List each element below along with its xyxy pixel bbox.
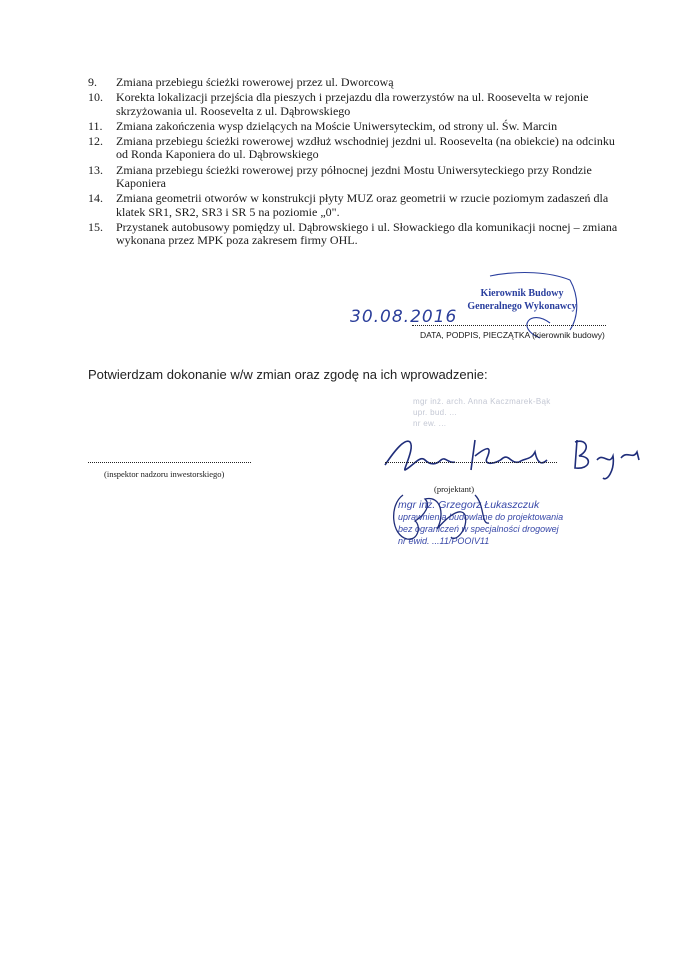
manager-caption: DATA, PODPIS, PIECZĄTKA (kierownik budowy) (420, 330, 605, 340)
faint-stamp (413, 396, 551, 429)
manager-stamp-line2: Generalnego Wykonawcy (467, 301, 577, 312)
handwritten-date: 30.08.2016 (350, 307, 458, 327)
designer-signature-line (385, 462, 557, 463)
faint-stamp-line3: nr ew. ... (413, 419, 447, 428)
list-item: 10. Korekta lokalizacji przejścia dla pieszych i przejazdu dla rowerzystów na ul. Roosevelta w rejonie skrzyżowania ul. Roosevelta z ul. Dąbrowskiego (88, 90, 589, 118)
inspector-signature-line (88, 462, 251, 463)
manager-signature-line (412, 325, 606, 326)
designer-stamp-signature (385, 485, 525, 555)
manager-stamp-line1: Kierownik Budowy (480, 288, 564, 299)
faint-stamp-line1: mgr inż. arch. Anna Kaczmarek-Bąk (413, 397, 551, 406)
designer-stamp-line2: uprawnienia budowlane do projektowania (398, 512, 564, 522)
inspector-caption: (inspektor nadzoru inwestorskiego) (104, 469, 225, 479)
designer-signature (375, 430, 655, 490)
list-item: 14. Zmiana geometrii otworów w konstrukcji płyty MUZ oraz geometrii w rzucie poziomym zadaszeń dla klatek SR1, SR2, SR3 i SR 5 na poziomie „0". (88, 191, 609, 219)
designer-caption: (projektant) (434, 484, 475, 494)
designer-stamp-line4: nr ewid. ...11/POOIV11 (398, 536, 490, 546)
list-item: 11. Zmiana zakończenia wysp dzielących na Moście Uniwersyteckim, od strony ul. Św. Marcin (88, 118, 558, 133)
faint-stamp-line2: upr. bud. ... (413, 408, 457, 417)
designer-stamp-name: mgr inż. Grzegorz Łukaszczuk (398, 499, 540, 511)
confirmation-text: Potwierdzam dokonanie w/w zmian oraz zgodę na ich wprowadzenie: (88, 367, 488, 382)
list-item: 15. Przystanek autobusowy pomiędzy ul. Dąbrowskiego i ul. Słowackiego dla komunikacji nocnej – zmiana wykonana przez MPK poza zakresem firmy OHL. (88, 219, 618, 248)
designer-stamp-line3: bez ograniczeń w specjalności drogowej (398, 524, 559, 534)
list-item: 13. Zmiana przebiegu ścieżki rowerowej przy północnej jezdni Mostu Uniwersyteckiego przy Rondzie Kaponiera (88, 162, 592, 191)
changes-list (88, 76, 628, 250)
list-item: 12. Zmiana przebiegu ścieżki rowerowej wzdłuż wschodniej jezdni ul. Roosevelta (na obiekcie) na odcinku od Ronda Kaponiera do ul. Dąbrowskiego (88, 134, 615, 162)
list-item: 9. Zmiana przebiegu ścieżki rowerowej przez ul. Dworcową (88, 75, 394, 89)
